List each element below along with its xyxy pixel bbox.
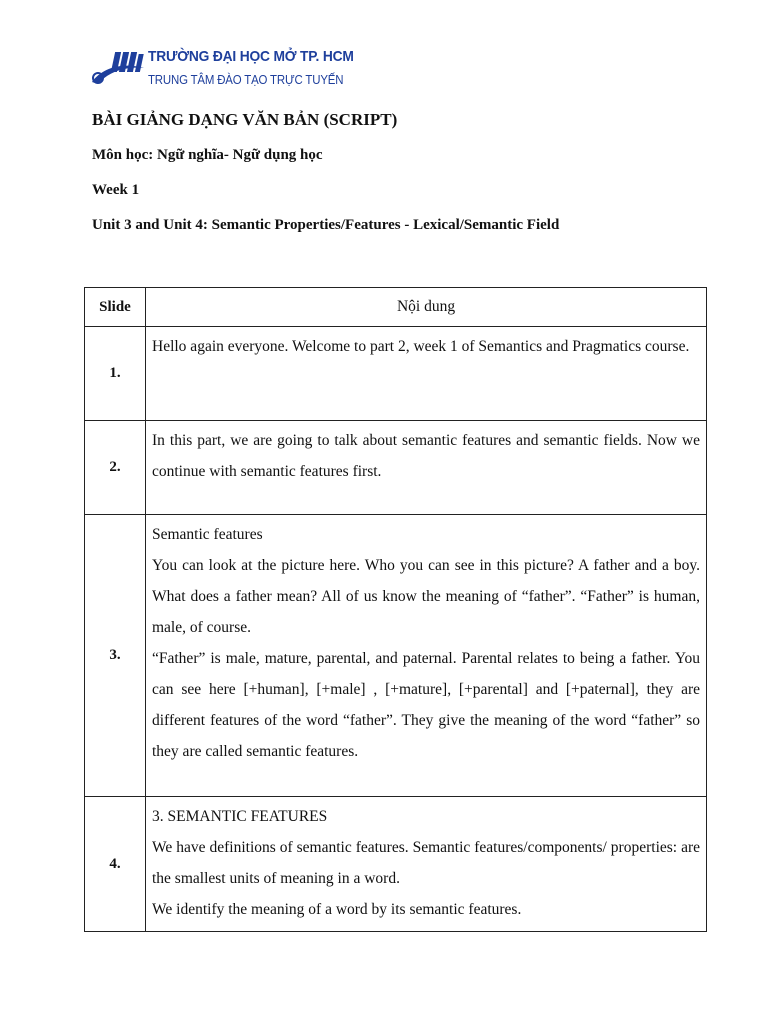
week-line: Week 1 bbox=[92, 182, 140, 198]
university-logo bbox=[88, 42, 354, 98]
table-row bbox=[85, 327, 707, 421]
content-line: You can look at the picture here. Who you can see in this picture? A father and a boy. What does a father mean? All of us know the meaning of “father”. “Father” is human, male, of course. bbox=[152, 557, 700, 636]
slide-content bbox=[146, 515, 707, 797]
unit-line: Unit 3 and Unit 4: Semantic Properties/Features - Lexical/Semantic Field bbox=[92, 217, 560, 233]
logo-university-name: TRƯỜNG ĐẠI HỌC MỞ TP. HCM bbox=[148, 48, 354, 65]
column-header-content: Nội dung bbox=[146, 288, 707, 327]
content-line: We identify the meaning of a word by its semantic features. bbox=[152, 901, 522, 918]
subject-line: Môn học: Ngữ nghĩa- Ngữ dụng học bbox=[92, 147, 323, 163]
content-line: In this part, we are going to talk about semantic features and semantic fields. Now we continue with semantic features first. bbox=[152, 432, 700, 480]
table-row bbox=[85, 421, 707, 515]
logo-center-name: TRUNG TÂM ĐÀO TẠO TRỰC TUYẾN bbox=[148, 72, 344, 87]
document-title: BÀI GIẢNG DẠNG VĂN BẢN (SCRIPT) bbox=[92, 110, 398, 129]
content-line: We have definitions of semantic features. Semantic features/components/ properties: are the smallest units of meaning in a word. bbox=[152, 839, 700, 887]
content-line: “Father” is male, mature, parental, and paternal. Parental relates to being a father. You can see here [+human], [+male] , [+mature], [+parental] and [+paternal], they are different features of the word “father”. They give the meaning of the word “father” so they are called semantic features. bbox=[152, 650, 700, 760]
table-header-row bbox=[85, 288, 707, 327]
slide-content bbox=[146, 797, 707, 932]
script-table bbox=[84, 287, 707, 932]
slide-number: 1. bbox=[85, 327, 146, 421]
slide-number: 3. bbox=[85, 515, 146, 797]
table-row bbox=[85, 515, 707, 797]
slide-content bbox=[146, 421, 707, 515]
content-line: Hello again everyone. Welcome to part 2, week 1 of Semantics and Pragmatics course. bbox=[152, 338, 690, 355]
table-row bbox=[85, 797, 707, 932]
column-header-slide: Slide bbox=[85, 288, 146, 327]
slide-content bbox=[146, 327, 707, 421]
content-line: Semantic features bbox=[152, 526, 263, 543]
slide-number: 4. bbox=[85, 797, 146, 932]
book-swoosh-logo-icon bbox=[88, 48, 146, 92]
content-line: 3. SEMANTIC FEATURES bbox=[152, 808, 328, 825]
slide-number: 2. bbox=[85, 421, 146, 515]
